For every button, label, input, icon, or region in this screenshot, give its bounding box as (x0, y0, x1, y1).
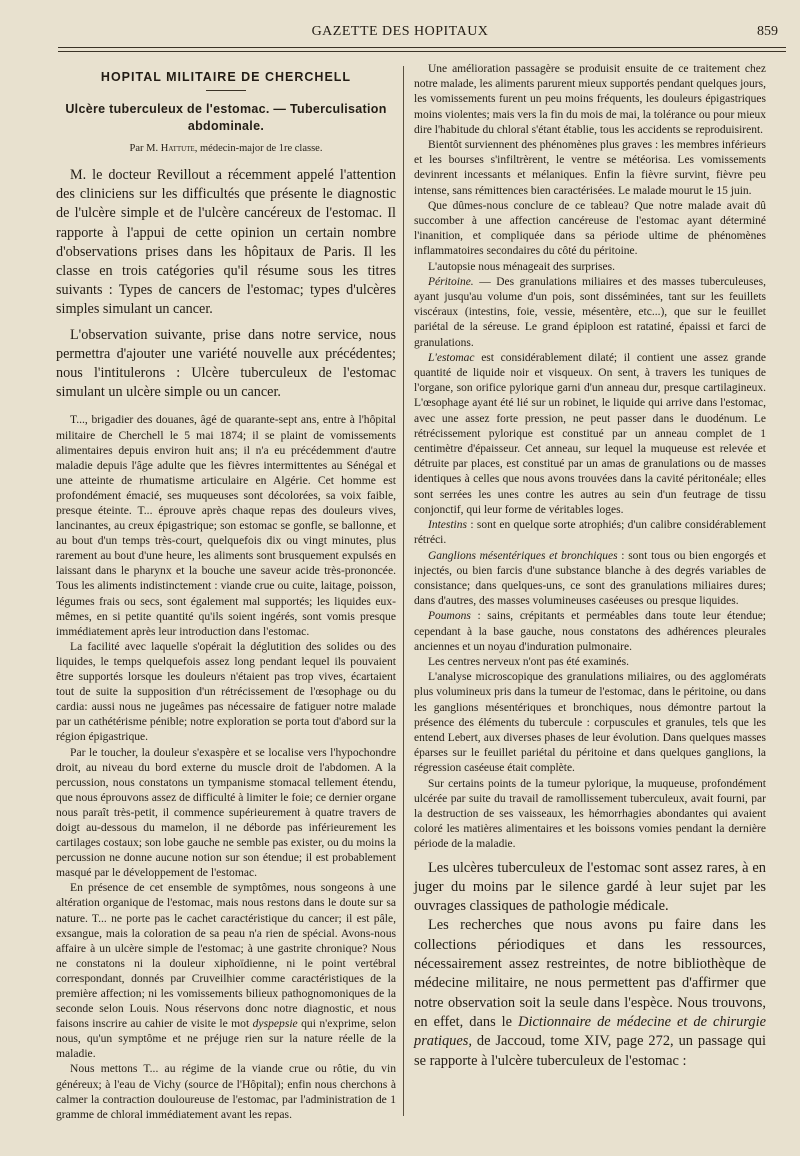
autopsy-label: Intestins (428, 519, 467, 532)
paragraph-text: : sains, crépitants et perméables dans toute leur étendue; cependant à la base gauche, nous constatons des adhérences pleurales anciennes et un noyau d'induration pulmonaire. (414, 610, 766, 653)
paragraph-text: : sont tous ou bien engorgés et injectés, ou bien farcis d'une substance blanche à des degrés variables de consistance; dans quelques-uns, ce sont des granulations miliaires dures; dans d'autres, des masses volumineuses caséeuses ou presque liquides. (414, 549, 766, 608)
byline-author: Hattute (160, 143, 195, 154)
right-paragraph-tumeur: Sur certains points de la tumeur pylorique, la muqueuse, profondément ulcérée par suite du travail de ramollissement tuberculeux, avait fourni, par la destruction de ses vaisseaux, les hémorrhagies abondantes qui avaient coloré les matières alimentaires et les boissons vomies pendant la dernière période de la maladie. (414, 777, 766, 851)
left-column (56, 62, 396, 1122)
italic-title: Dictionnaire de médecine et de chirurgie pratiques, (414, 1013, 766, 1050)
observation-paragraph-1: T..., brigadier des douanes, âgé de quarante-sept ans, entre à l'hôpital militaire de Cherchell le 5 mai 1874; il se plaint de vomissements alimentaires depuis environ huit ans; il n'a eu précédemment d'autre maladie depuis l'âge adulte que les fièvres intermittentes au Sénégal et une atteinte de rhumatisme articulaire en Algérie. Cet homme est profondément émacié, ses muqueuses sont décolorées, sa voix faible, presque éteinte. T... éprouve après chaque repas des douleurs vives, lancinantes, au creux épigastrique; son estomac se gonfle, se ballonne, et au bout d'un temps très-court, quelquefois dix ou vingt minutes, plus rarement au bout d'une heure, les aliments sont brusquement expulsés en laissant dans le pharynx et la bouche une saveur acide très-prononcée. Tous les aliments indistinctement : viande crue ou cuite, laitage, poisson, légumes frais ou secs, sont également mal supportés; les liquides eux-mêmes, en si petite quantité qu'ils soient ingérés, sont vomis presque immédiatement après leur introduction dans l'estomac. (56, 413, 396, 638)
page-number: 859 (757, 24, 778, 39)
article-title-line1: Ulcère tuberculeux de l'estomac. — Tuberculisation (65, 102, 387, 116)
autopsy-label: L'estomac (428, 351, 475, 364)
paragraph-text: est considérablement dilaté; il contient une assez grande quantité de liquide noir et visqueux. On sent, à travers les tuniques de l'organe, son orifice pylorique garni d'un anneau dur, presque cartilagineux. L'œsophage ayant été lié sur un robinet, le liquide qui arrive dans l'estomac, avec une assez forte pression, ne peut passer dans le duodénum. Le rétrécissement pylorique est constitué par un anneau complet de 1 centimètre d'épaisseur. Cet anneau, sur lequel la muqueuse est relevée et détruite par places, est constitué par un amas de granulations ou de masses identiques à celles que nous avons trouvées dans la cavité péritonéale; elles sont serrées les unes contre les autres au sein d'un feutrage de tissu conjonctif, qui leur forme de véritables loges. (414, 351, 766, 516)
autopsy-peritoine (414, 275, 766, 351)
paragraph-text-end: qui n'exprime, selon nous, qu'un symptôme et ne préjuge rien sur la nature réelle de la maladie. (56, 1017, 396, 1061)
article-title-line2: abdominale. (187, 119, 265, 133)
header-rule (58, 47, 786, 48)
article-title (56, 101, 396, 135)
right-paragraph-3: Que dûmes-nous conclure de ce tableau? Que notre malade avait dû succomber à une affection cancéreuse de l'estomac ayant déterminé l'inanition, et compliquée dans sa période ultime de phénomènes inflammatoires secondaires du côté du péritoine. (414, 199, 766, 258)
autopsy-estomac (414, 351, 766, 518)
autopsy-label: Péritoine. (428, 275, 474, 288)
right-paragraph-analyse: L'analyse microscopique des granulations miliaires, ou des agglomérats plus volumineux pris dans la tumeur de l'estomac, dans le péritoine, ou dans les ganglions mésentériques et bronchiques, nous démontre partout la présence des éléments du tubercule : corpuscules et granules, tels que les entend Lebert, aux diverses phases de leur évolution. Dans quelques masses éparses sur le feuillet pariétal du péritoine et dans quelques ganglions, la régression caséeuse était complète. (414, 671, 766, 775)
observation-paragraph-5: Nous mettons T... au régime de la viande crue ou rôtie, du vin généreux; à l'eau de Vichy (source de l'Hôpital); enfin nous cherchons à calmer la contraction douloureuse de l'estomac, par l'administration de 1 gramme de chloral immédiatement avant les repas. (56, 1062, 396, 1121)
observation-paragraph-4 (56, 880, 396, 1061)
right-paragraph-centres: Les centres nerveux n'ont pas été examinés. (428, 655, 630, 668)
byline-suffix: , médecin-major de 1re classe. (194, 143, 323, 154)
autopsy-label: Ganglions mésentériques et bronchiques (428, 549, 618, 562)
byline (56, 143, 396, 154)
column-divider (403, 66, 404, 1116)
right-paragraph-1: Une amélioration passagère se produisit ensuite de ce traitement chez notre malade, les aliments parurent mieux supportés pendant quelques jours, les vomissements furent un peu moins fréquents, les douleurs épigastriques moins violentes; mais vers la fin du mois de mai, la tolérance ou pour mieux dire l'habitude du chloral s'étant établie, tous les accidents se reproduisirent. (414, 63, 766, 136)
right-paragraph-4: L'autopsie nous ménageait des surprises. (428, 260, 615, 273)
intro-paragraph-1: M. le docteur Revillout a récemment appelé l'attention des cliniciens sur les difficultés que présente le diagnostic de l'ulcère simple et de l'ulcère cancéreux de l'estomac. Il rapporte à l'appui de cette opinion un certain nombre d'observations prises dans les hôpitaux de Paris. Il les classe en trois catégories qu'il résume sous les titres suivants : Types de cancers de l'estomac; types d'ulcères simples simulant un cancer. (56, 167, 396, 318)
observation-paragraph-3: Par le toucher, la douleur s'exaspère et se localise vers l'hypochondre droit, au niveau du bord externe du muscle droit de l'abdomen. A la percussion, nous constatons un tympanisme stomacal tellement étendu, que nous éprouvons assez de difficulté à limiter le foie; ce dernier organe nous paraît très-petit, il commence supérieurement à quatre travers de doigt au-dessous du mamelon, il ne déborde pas inférieurement les cartilages costaux; son lobe gauche ne semble pas exister, ou du moins la percussion ne donne aucune notion sur son étendue; il est probablement masqué par le développement de l'estomac. (56, 745, 396, 880)
autopsy-poumons (414, 609, 766, 655)
paragraph-text: Les recherches que nous avons pu faire dans les collections périodiques et dans les ressources, nécessairement assez restreintes, de notre bibliothèque de médecine militaire, ne nous permettent pas d'affirmer que notre observation soit la seule dans l'espèce. Nous trouvons, en effet, dans le (414, 917, 766, 1030)
paragraph-text: En présence de cet ensemble de symptômes, nous songeons à une altération organique de l'estomac, mais nous restons dans le doute sur sa nature. T... ne porte pas le cachet caractéristique du cancer; il est pâle, exsangue, mais la coloration de sa peau n'a rien de spécial. Avons-nous affaire à un ulcère simple de l'estomac; à une gastrite chronique? Nous ne constatons ni la douleur xiphoïdienne, ni le point vertébral correspondant, donnés par Cruveilhier comme caractéristiques de la première affection; ni les vomissements bilieux pathognomoniques de la seconde selon Louis. Nous réservons donc notre diagnostic, et nous faisons inscrire au cahier de visite le mot (56, 881, 396, 1031)
byline-prefix: Par M. (129, 143, 161, 154)
paragraph-text: : sont en quelque sorte atrophiés; d'un calibre considérablement rétréci. (414, 519, 766, 547)
italic-term: dyspepsie (252, 1017, 298, 1031)
right-paragraph-ulceres: Les ulcères tuberculeux de l'estomac sont assez rares, à en juger du moins par le silence gardé à leur sujet par les ouvrages classiques de pathologie médicale. (414, 859, 766, 915)
right-paragraph-2: Bientôt surviennent des phénomènes plus graves : les membres inférieurs et les bourses s'infiltrèrent, le ventre se météorisa. Les vomissements devinrent incessants et mélaniques. Enfin la fièvre survint, fièvre peu intense, sans rémittences bien caractérisées. Le malade mourut le 15 juin. (414, 139, 766, 197)
paragraph-text: — Des granulations miliaires et des masses tuberculeuses, ayant jusqu'au volume d'un pois, sont disséminées, tant sur les feuillets viscéraux (intestins, foie, vessie, mésentère, etc...), que sur le feuillet pariétal de la séreuse. Le grand épiploon est ratatiné, épaissi et farci de granulations. (414, 275, 766, 349)
right-paragraph-recherches (414, 916, 766, 1070)
right-column (414, 62, 766, 1071)
section-title: HOPITAL MILITAIRE DE CHERCHELL (100, 70, 352, 84)
paragraph-text-end: de Jaccoud, tome XIV, page 272, un passage qui se rapporte à l'ulcère tuberculeux de l'estomac : (414, 1033, 766, 1069)
section-rule (206, 90, 246, 91)
autopsy-label: Poumons (428, 610, 471, 623)
autopsy-intestins (414, 518, 766, 548)
running-title: GAZETTE DES HOPITAUX (311, 24, 489, 39)
header-rule-thin (58, 51, 786, 52)
observation-paragraph-2: La facilité avec laquelle s'opérait la déglutition des solides ou des liquides, le temps quelquefois assez long pendant lequel ils pouvaient être supportés lorsque les douleurs n'étaient pas trop vives, écartaient tout de suite la supposition d'un rétrécissement de l'œsophage ou du cardia: aussi nous ne jugeâmes pas nécessaire de fatiguer notre malade par un cathétérisme pénible; notre exploration se porta tout d'abord sur la région épigastrique. (56, 639, 396, 744)
intro-paragraph-2: L'observation suivante, prise dans notre service, nous permettra d'ajouter une variété nouvelle aux précédentes; nous l'intitulerons : Ulcère tuberculeux de l'estomac simulant un ulcère simple ou un cancer. (56, 326, 396, 401)
running-head (0, 22, 800, 44)
autopsy-ganglions (414, 549, 766, 610)
